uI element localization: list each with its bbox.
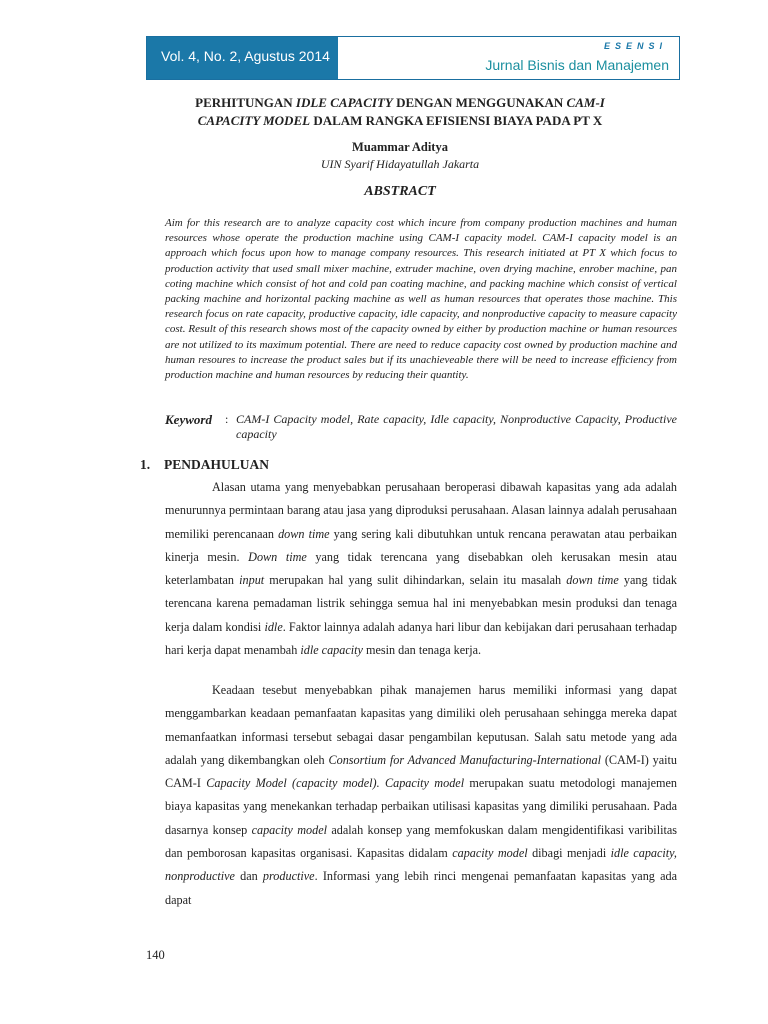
section-number: 1. bbox=[140, 457, 151, 472]
paragraph-1: Alasan utama yang menyebabkan perusahaan beroperasi dibawah kapasitas yang ada adalah menurunnya permintaan barang atau jasa yang diproduksi perusahaan. Alasan lainnya adalah perusahaan memiliki perencanaan down time yang sering kali dibutuhkan untuk rencana perawatan atau perbaikan kinerja mesin. Down time yang tidak terencana yang disebabkan oleh kerusakan mesin atau keterlambatan input merupakan hal yang sulit dihindarkan, selain itu masalah down time yang tidak terencana karena pemadaman listrik sehingga semua hal ini menyebabkan mesin produksi dan tenaga kerja dalam kondisi idle. Faktor lainnya adalah adanya hari libur dan kebijakan dari perusahaan terhadap hari kerja dapat menambah idle capacity mesin dan tenaga kerja. bbox=[165, 480, 677, 658]
author-affiliation: UIN Syarif Hidayatullah Jakarta bbox=[320, 157, 480, 171]
page-number: 140 bbox=[146, 948, 165, 962]
keyword-label: Keyword bbox=[165, 412, 212, 427]
journal-name: Jurnal Bisnis dan Manajemen bbox=[485, 57, 669, 73]
keyword-list: CAM-I Capacity model, Rate capacity, Idle capacity, Nonproductive Capacity, Productive capacity bbox=[236, 412, 677, 441]
journal-header bbox=[146, 36, 680, 80]
author-name: Muammar Aditya bbox=[352, 140, 448, 154]
abstract-heading: ABSTRACT bbox=[364, 184, 436, 199]
journal-brand: ESENSI bbox=[603, 41, 667, 51]
volume-band bbox=[147, 37, 338, 79]
section-title: PENDAHULUAN bbox=[164, 457, 270, 472]
paper-title: PERHITUNGAN IDLE CAPACITY DENGAN MENGGUNAKAN CAM-I CAPACITY MODEL DALAM RANGKA EFISIENSI BIAYA PADA PT X bbox=[195, 95, 605, 128]
abstract-text: Aim for this research are to analyze capacity cost which incure from company production machines and human resources whose operate the production machine using CAM-I capacity model. CAM-I capacity model is an approach which focus upon how to manage company resources. This research initiated at PT X which focus to production activity that used small mixer machine, extruder machine, oven drying machine, enrober machine, pan coting machine which consist of hot and cold pan coating machine, and packing machine which consist of vertical packing machine and horizontal packing machine as well as human resources that operates those machine. This research focus on rate capacity, productive capacity, idle capacity, and nonproductive capacity to measure capacity cost. Result of this research shows most of the capacity owned by either by production machine or human resources are not utilized to its maximum potential. There are need to reduce capacity cost owned by production machine and human resoures to increase the product sales but if its unachieveable there will be need to increase efficiency from production machine and human resources by reducing their quantity. bbox=[165, 217, 677, 382]
volume-info: Vol. 4, No. 2, Agustus 2014 bbox=[161, 48, 330, 64]
paragraph-2: Keadaan tesebut menyebabkan pihak manajemen harus memiliki informasi yang dapat menggambarkan keadaan pemanfaatan kapasitas yang dimiliki oleh perusahaan sehingga mereka dapat memanfaatkan informasi tersebut sebagai dasar pengambilan keputusan. Salah satu metode yang ada adalah yang dikembangkan oleh Consortium for Advanced Manufacturing-International (CAM-I) yaitu CAM-I Capacity Model (capacity model). Capacity model merupakan suatu metodologi manajemen biaya kapasitas yang menekankan terhadap perbaikan utilisasi kapasitas yang dimiliki perusahaan. Pada dasarnya konsep capacity model adalah konsep yang memfokuskan dalam mengidentifikasi varibilitas dan pemborosan kapasitas organisasi. Kapasitas didalam capacity model dibagi menjadi idle capacity, nonproductive dan productive. Informasi yang lebih rinci mengenai pemanfaatan kapasitas yang ada dapat bbox=[165, 683, 678, 907]
keyword-colon: : bbox=[225, 412, 229, 426]
section-heading bbox=[140, 457, 269, 473]
